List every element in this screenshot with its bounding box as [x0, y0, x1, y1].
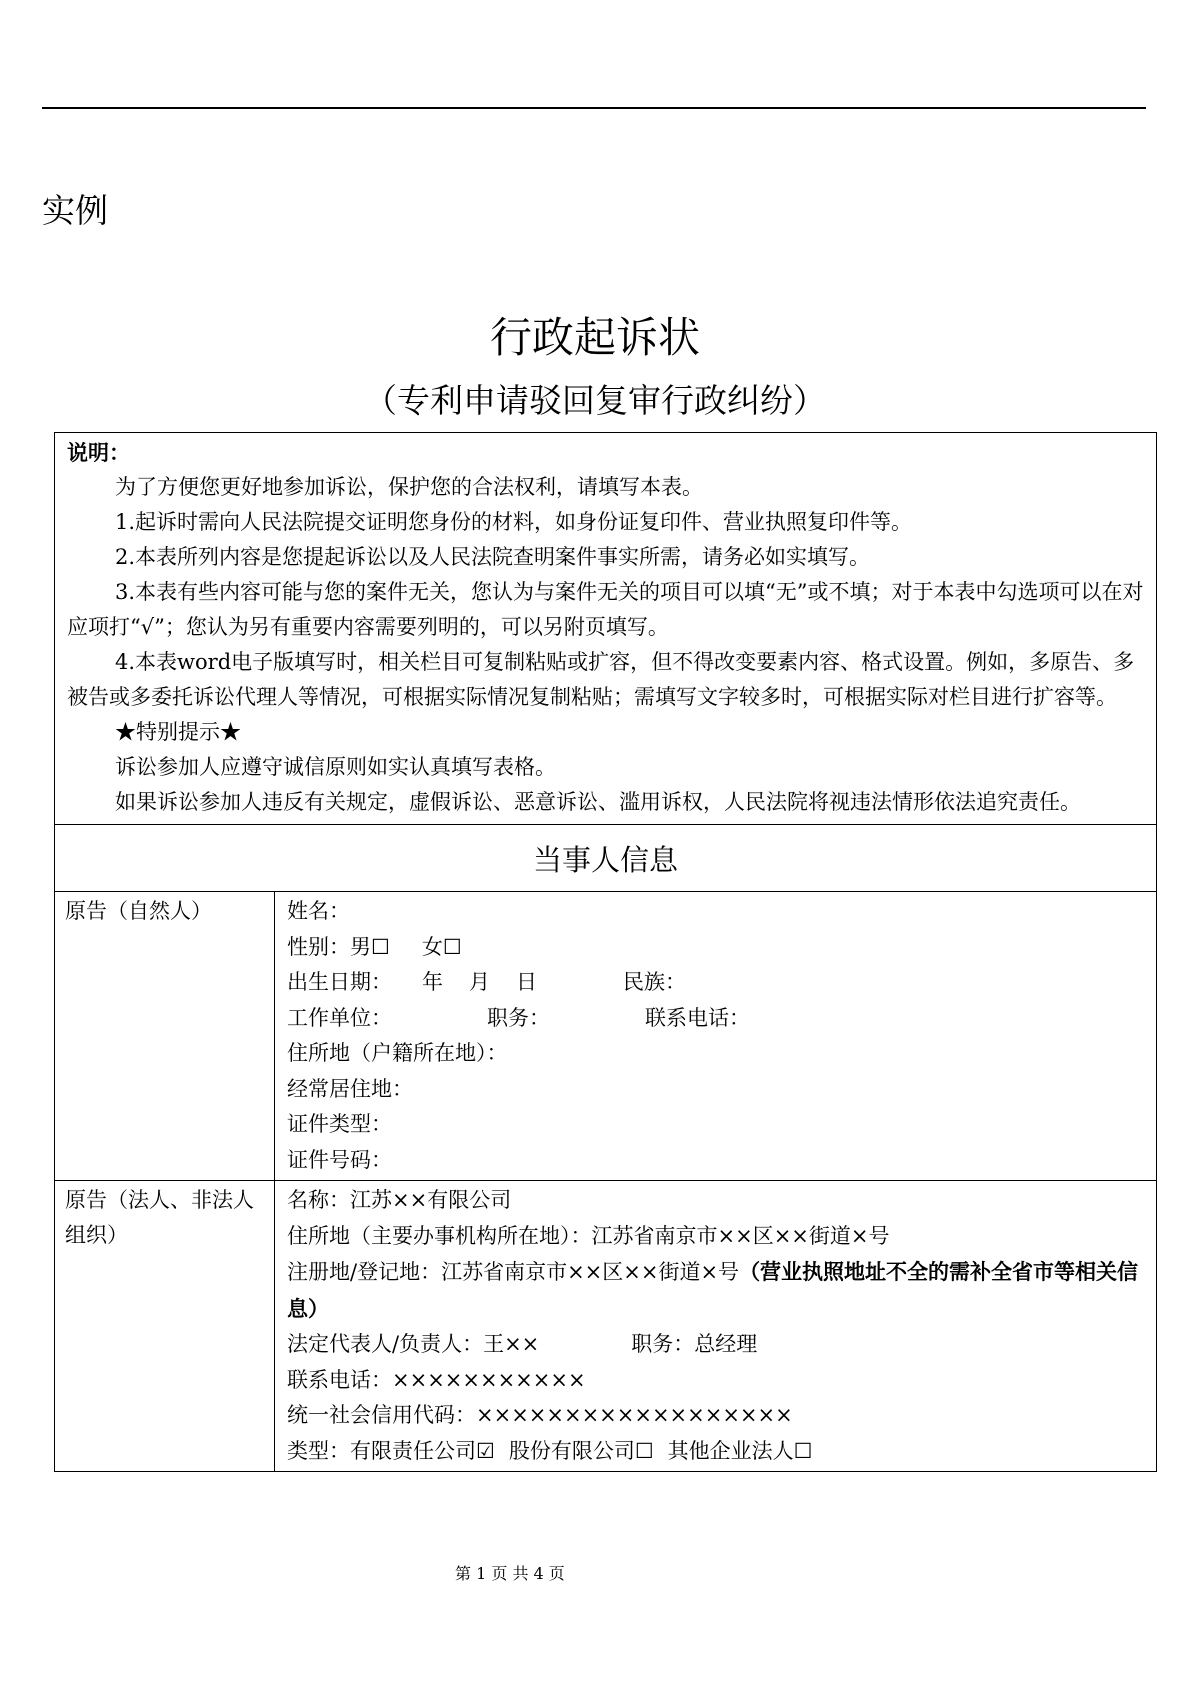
document-title: 行政起诉状 [489, 313, 700, 362]
gender-field: 性别：男☐ 女☐ [287, 934, 462, 959]
company-phone-field[interactable]: 联系电话：××××××××××× [287, 1367, 586, 1392]
domicile-field[interactable]: 住所地（户籍所在地）： [287, 1041, 508, 1065]
header-rule [42, 107, 1146, 109]
instruction-paragraph: 如果诉讼参加人违反有关规定，虚假诉讼、恶意诉讼、滥用诉权，人民法院将视违法情形依法追究责任。 [115, 790, 1081, 814]
instruction-paragraph: 为了方便您更好地参加诉讼，保护您的合法权利，请填写本表。 [115, 475, 703, 499]
ethnicity-field[interactable]: 民族： [623, 970, 686, 994]
representative-field[interactable]: 法定代表人/负责人：王×× 职务：总经理 [287, 1332, 758, 1356]
instructions-heading: 说明： [67, 440, 130, 465]
legal-entity-fields [275, 1181, 1157, 1472]
id-number-field[interactable]: 证件号码： [287, 1147, 392, 1172]
type-joint-stock-checkbox[interactable]: 股份有限公司☐ [508, 1438, 654, 1463]
id-type-field[interactable]: 证件类型： [287, 1112, 392, 1136]
company-address-field[interactable]: 住所地（主要办事机构所在地）：江苏省南京市××区××街道×号 [287, 1223, 890, 1248]
registered-address-value: 江苏省南京市××区××街道×号 [441, 1260, 740, 1284]
legal-entity-label: 原告（法人、非法人组织） [55, 1181, 275, 1472]
male-checkbox[interactable]: 男☐ [350, 934, 390, 959]
instruction-paragraph: 2.本表所列内容是您提起诉讼以及人民法院查明案件事实所需，请务必如实填写。 [115, 545, 871, 569]
credit-code-value: ×××××××××××××××××× [476, 1403, 793, 1427]
company-name-value: 江苏××有限公司 [350, 1188, 512, 1212]
registered-address-field[interactable]: 注册地/登记地：江苏省南京市××区××街道×号（营业执照地址不全的需补全省市等相关信息） [287, 1259, 1139, 1321]
special-notice-heading: ★特别提示★ [115, 720, 241, 744]
credit-code-field[interactable]: 统一社会信用代码：×××××××××××××××××× [287, 1403, 793, 1427]
example-label: 实例 [42, 191, 108, 230]
company-address-value: 江苏省南京市××区××街道×号 [591, 1223, 890, 1248]
page-number: 第 1 页 共 4 页 [455, 1564, 565, 1583]
name-field[interactable]: 姓名： [287, 899, 350, 923]
natural-person-fields [275, 892, 1157, 1181]
company-type-field: 类型：有限责任公司☑ 股份有限公司☐ 其他企业法人☐ [287, 1438, 813, 1463]
instruction-paragraph: 4.本表word电子版填写时，相关栏目可复制粘贴或扩容，但不得改变要素内容、格式设置。例如，多原告、多被告或多委托诉讼代理人等情况，可根据实际情况复制粘贴；需填写文字较多时，可根据实际对栏目进行扩容等。 [67, 650, 1135, 709]
instruction-paragraph: 3.本表有些内容可能与您的案件无关，您认为与案件无关的项目可以填“无”或不填；对于本表中勾选项可以在对应项打“√”；您认为另有重要内容需要列明的，可以另附页填写。 [67, 580, 1144, 639]
document-subtitle: （专利申请驳回复审行政纠纷） [364, 381, 826, 420]
duty-value: 总经理 [694, 1332, 758, 1356]
instruction-paragraph: 1.起诉时需向人民法院提交证明您身份的材料，如身份证复印件、营业执照复印件等。 [115, 510, 913, 534]
complaint-form-table [54, 432, 1157, 1472]
residence-field[interactable]: 经常居住地： [287, 1076, 413, 1101]
female-checkbox[interactable]: 女☐ [421, 934, 462, 959]
position-field[interactable]: 职务： [487, 1005, 550, 1030]
representative-value: 王×× [483, 1332, 540, 1356]
natural-person-label: 原告（自然人） [55, 892, 275, 1181]
company-phone-value: ××××××××××× [392, 1367, 586, 1392]
section-title-parties: 当事人信息 [55, 825, 1157, 892]
company-name-field[interactable]: 名称：江苏××有限公司 [287, 1188, 512, 1212]
birth-field[interactable]: 出生日期： 年 月 日 民族： [287, 970, 686, 994]
registered-address-note: （营业执照地址不全的需补全省市等相关信息） [287, 1259, 1139, 1321]
phone-field[interactable]: 联系电话： [645, 1005, 750, 1030]
type-limited-checkbox[interactable]: 有限责任公司☑ [350, 1438, 495, 1463]
instructions-cell [55, 433, 1157, 825]
instruction-paragraph: 诉讼参加人应遵守诚信原则如实认真填写表格。 [115, 755, 556, 779]
employer-field[interactable]: 工作单位： 职务： 联系电话： [287, 1005, 750, 1030]
type-other-checkbox[interactable]: 其他企业法人☐ [667, 1438, 813, 1463]
